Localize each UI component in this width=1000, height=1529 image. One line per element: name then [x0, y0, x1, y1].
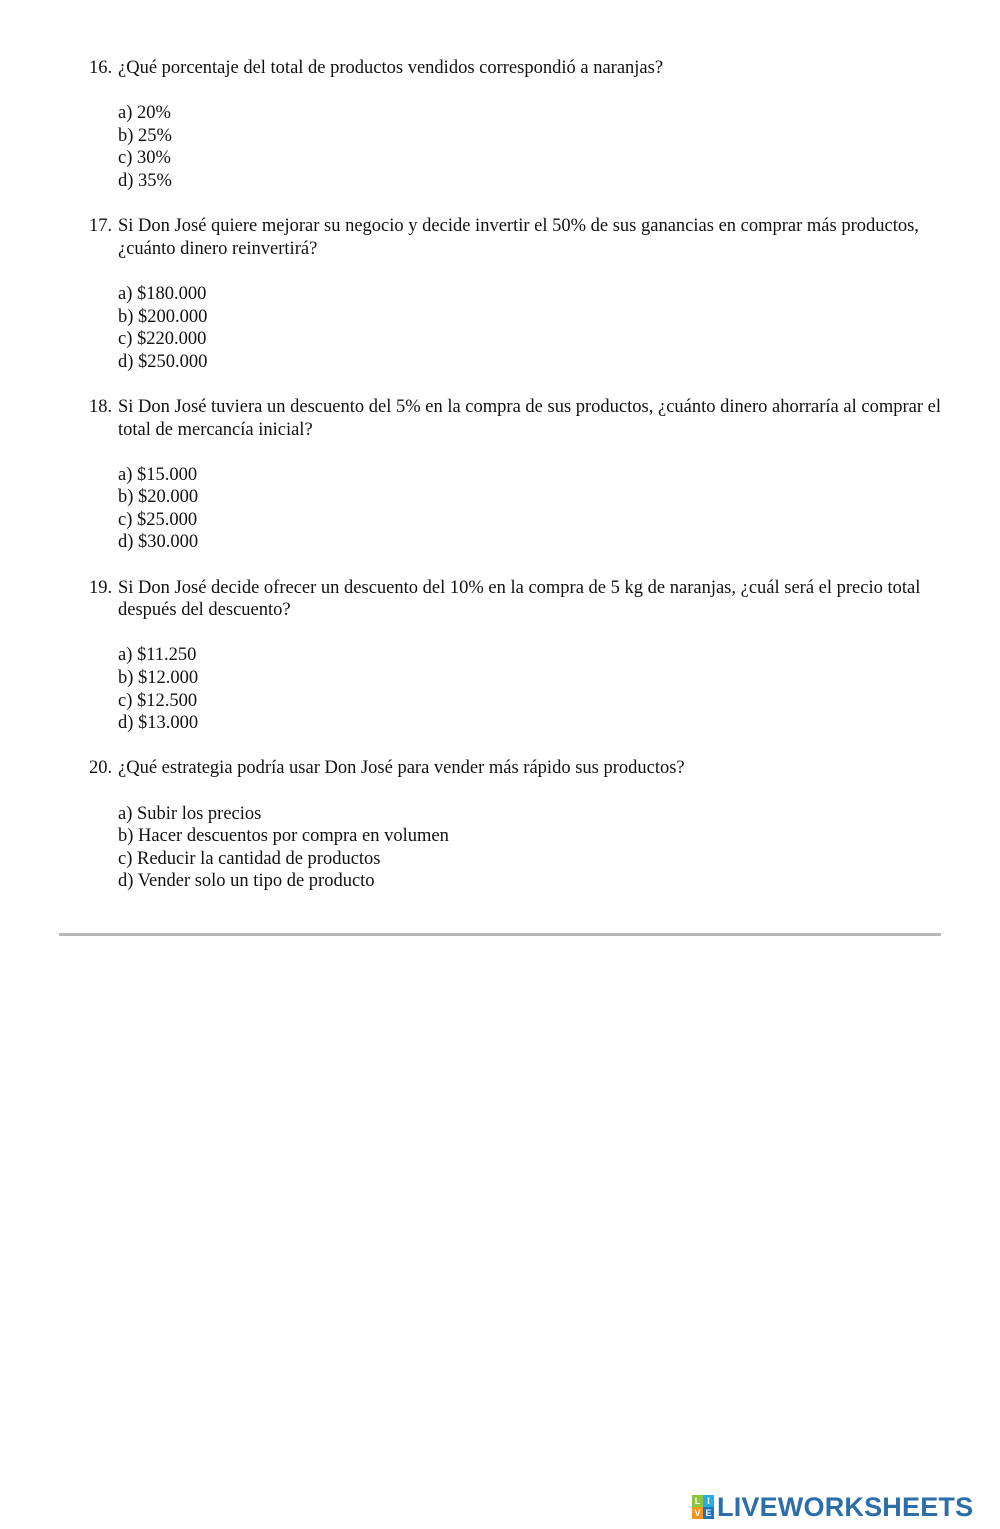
liveworksheets-brand — [692, 1490, 973, 1524]
option-a: a) $11.250 — [118, 645, 197, 666]
question-list — [89, 57, 949, 916]
option-b: b) $20.000 — [118, 487, 199, 508]
option-c: c) Reducir la cantidad de productos — [118, 848, 381, 869]
option-b: b) $200.000 — [118, 306, 208, 327]
question-19 — [89, 577, 949, 735]
option-a: a) $180.000 — [118, 283, 207, 304]
question-prompt: ¿Qué estrategia podría usar Don José para vender más rápido sus productos? — [118, 758, 685, 779]
option-c: c) 30% — [118, 148, 171, 169]
option-b: b) 25% — [118, 125, 172, 146]
question-20 — [89, 757, 949, 893]
option-d: d) 35% — [118, 170, 172, 191]
option-b: b) Hacer descuentos por compra en volumen — [118, 826, 449, 847]
question-18 — [89, 396, 949, 554]
option-list — [118, 644, 949, 734]
option-c: c) $220.000 — [118, 329, 207, 350]
question-number: 20. — [89, 758, 113, 779]
logo-letter-l: L — [692, 1495, 703, 1507]
logo-letter-i: I — [703, 1495, 714, 1507]
question-prompt: ¿Qué porcentaje del total de productos vendidos correspondió a naranjas? — [118, 58, 664, 78]
section-divider — [59, 933, 941, 936]
question-17 — [89, 215, 949, 373]
question-number: 17. — [89, 216, 113, 237]
question-text — [89, 57, 949, 80]
option-c: c) $12.500 — [118, 690, 198, 711]
question-prompt: Si Don José tuviera un descuento del 5% en la compra de sus productos, ¿cuánto dinero ahorraría al comprar el total de mercancía inicial? — [118, 396, 941, 440]
question-number: 18. — [89, 396, 113, 417]
option-a: a) 20% — [118, 103, 171, 124]
question-text — [89, 396, 949, 441]
question-text — [89, 577, 949, 622]
question-text — [89, 757, 949, 780]
question-16 — [89, 57, 949, 193]
option-a: a) Subir los precios — [118, 803, 262, 824]
brand-name: LIVEWORKSHEETS — [717, 1491, 974, 1522]
option-list — [118, 803, 949, 893]
question-number: 19. — [89, 577, 113, 598]
question-prompt: Si Don José quiere mejorar su negocio y decide invertir el 50% de sus ganancias en comprar más productos, ¿cuánto dinero reinvertirá? — [118, 216, 919, 259]
question-number: 16. — [89, 58, 113, 78]
option-list — [118, 102, 949, 192]
logo-letter-v: V — [692, 1507, 703, 1519]
option-list — [118, 464, 949, 554]
option-d: d) $30.000 — [118, 532, 199, 553]
option-d: d) $13.000 — [118, 713, 199, 734]
question-prompt: Si Don José decide ofrecer un descuento del 10% en la compra de 5 kg de naranjas, ¿cuál será el precio total después del descuento? — [118, 577, 921, 621]
option-d: d) $250.000 — [118, 351, 208, 372]
liveworksheets-logo-icon — [692, 1495, 714, 1519]
option-d: d) Vender solo un tipo de producto — [118, 871, 375, 892]
option-a: a) $15.000 — [118, 464, 198, 485]
logo-letter-e: E — [703, 1507, 714, 1519]
question-text — [89, 215, 949, 260]
option-c: c) $25.000 — [118, 509, 198, 530]
option-b: b) $12.000 — [118, 668, 199, 689]
option-list — [118, 283, 949, 373]
